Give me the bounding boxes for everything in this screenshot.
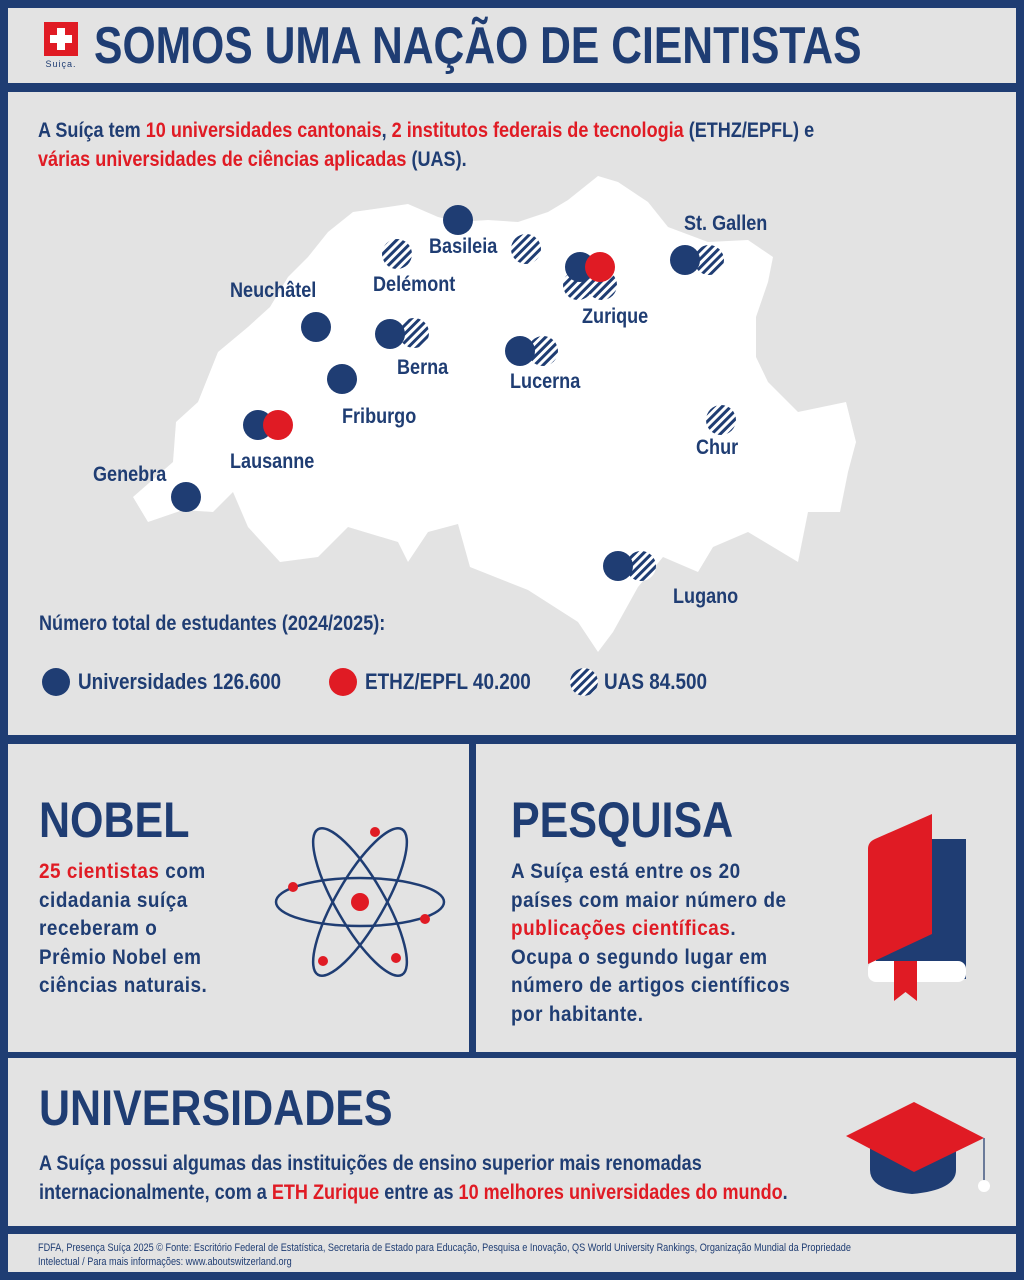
map-panel <box>8 92 1016 735</box>
city-label-st-gallen: St. Gallen <box>684 212 768 235</box>
dot-bern-university <box>375 319 405 349</box>
dot-basel-uas <box>511 234 541 264</box>
dot-delemont-uas <box>382 239 412 269</box>
logo-label: Suiça. <box>45 59 77 69</box>
dot-lausanne-epfl <box>263 410 293 440</box>
city-label-neuchatel: Neuchâtel <box>230 279 317 302</box>
dot-chur-uas <box>706 405 736 435</box>
city-label-basileia: Basileia <box>429 235 498 258</box>
city-label-delemont: Delémont <box>373 273 456 296</box>
legend-item-ethz-epfl: ETHZ/EPFL 40.200 <box>329 668 558 696</box>
intro-text: A Suíça tem 10 universidades cantonais, 2 institutos federais de tecnologia (ETHZ/EPFL) e várias universidades de ciências aplicadas (UAS). <box>38 119 815 171</box>
nobel-title: NOBEL <box>39 792 190 848</box>
universidades-title: UNIVERSIDADES <box>39 1080 393 1136</box>
city-label-lucerna: Lucerna <box>510 370 581 393</box>
footer <box>8 1234 1016 1272</box>
graduation-cap-icon <box>846 1102 996 1202</box>
header <box>8 8 1016 83</box>
city-label-lausanne: Lausanne <box>230 450 315 473</box>
legend-title: Número total de estudantes (2024/2025): <box>39 612 386 635</box>
dot-geneva-university <box>171 482 201 512</box>
city-label-chur: Chur <box>696 436 739 459</box>
dot-zurich-ethz <box>585 252 615 282</box>
city-label-friburgo: Friburgo <box>342 405 417 428</box>
dot-stgallen-university <box>670 245 700 275</box>
legend-item-uas: UAS 84.500 <box>570 668 724 696</box>
book-icon <box>866 814 966 1004</box>
pesquisa-title: PESQUISA <box>511 792 734 848</box>
dot-fribourg-university <box>327 364 357 394</box>
page-title: SOMOS UMA NAÇÃO DE CIENTISTAS <box>94 17 862 75</box>
dot-basel-university <box>443 205 473 235</box>
dot-lucerne-university <box>505 336 535 366</box>
footer-source-text: FDFA, Presença Suíça 2025 © Fonte: Escritório Federal de Estatística, Secretaria de Estado para Educação, Pesquisa e Inovação, QS World University Rankings, Organização Mundial da Propriedade Intelectual / Para mais informações: www.aboutswitzerland.org <box>38 1242 851 1268</box>
city-label-zurique: Zurique <box>582 305 649 328</box>
swiss-flag-icon <box>44 22 78 56</box>
switzerland-map <box>8 92 1016 735</box>
atom-icon <box>274 824 454 1004</box>
nobel-text: 25 cientistas com cidadania suíça receberam o Prêmio Nobel em ciências naturais. <box>39 860 208 997</box>
pesquisa-text: A Suíça está entre os 20 países com maior número de publicações científicas. Ocupa o segundo lugar em número de artigos científicos por habitante. <box>511 860 791 1026</box>
pesquisa-panel <box>476 744 1016 1052</box>
dot-neuchatel-university <box>301 312 331 342</box>
navy-dot-icon <box>42 668 70 696</box>
swiss-logo <box>39 22 83 74</box>
city-label-lugano: Lugano <box>673 585 739 608</box>
universidades-panel <box>8 1058 1016 1226</box>
dot-lugano-university <box>603 551 633 581</box>
red-dot-icon <box>329 668 357 696</box>
universidades-text: A Suíça possui algumas das instituições de ensino superior mais renomadas internacionalmente, com a ETH Zurique entre as 10 melhores universidades do mundo. <box>39 1152 788 1204</box>
nobel-panel <box>8 744 469 1052</box>
hatched-dot-icon <box>570 668 598 696</box>
city-label-genebra: Genebra <box>93 463 167 486</box>
legend-item-universities: Universidades 126.600 <box>42 668 314 696</box>
city-label-berna: Berna <box>397 356 449 379</box>
